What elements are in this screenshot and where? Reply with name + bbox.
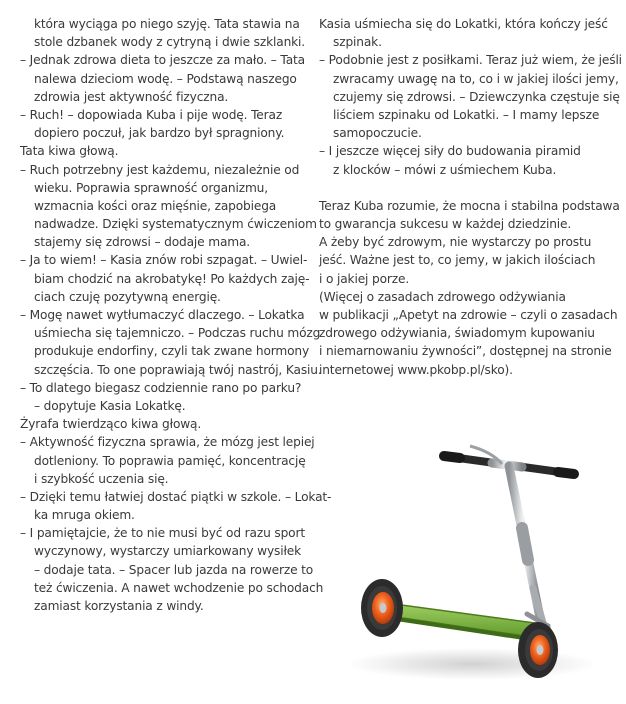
front-wheel — [518, 622, 558, 678]
text-line: produkuje endorfiny, czyli tak zwane hormony — [34, 344, 310, 359]
rear-wheel — [361, 579, 403, 637]
text-line: ka mruga okiem. — [34, 508, 135, 523]
text-line: Kasia uśmiecha się do Lokatki, która kończy jeść — [319, 17, 608, 31]
text-line: nalewa dzieciom wodę. – Podstawą naszego — [34, 71, 297, 86]
text-line: i o jakiej porze. — [319, 271, 410, 286]
text-line: – I pamiętajcie, że to nie musi być od razu sport — [20, 526, 305, 541]
text-line: to gwarancja sukcesu w każdej dziedzinie. — [319, 217, 572, 232]
right-text-column — [319, 15, 622, 379]
scooter-shadow — [352, 648, 597, 680]
text-line — [319, 179, 609, 197]
text-line: A żeby być zdrowym, nie wystarczy po prostu — [319, 235, 592, 250]
text-line: czujemy się zdrowsi. – Dziewczynka częstuje się — [333, 89, 620, 104]
text-line: stajemy się zdrowsi – dodaje mama. — [34, 235, 251, 250]
text-line: uśmiecha się tajemniczo. – Podczas ruchu mózg — [34, 326, 321, 341]
text-line: biam chodzić na akrobatykę! Po każdych zaję- — [34, 271, 310, 286]
kick-scooter-icon — [352, 428, 614, 686]
text-line: też ćwiczenia. A nawet wchodzenie po schodach — [34, 580, 324, 595]
text-line: Teraz Kuba rozumie, że mocna i stabilna podstawa — [319, 198, 620, 213]
text-line: Tata kiwa głową. — [20, 144, 119, 159]
text-line: z klocków – mówi z uśmiechem Kuba. — [333, 162, 557, 177]
text-line: szpinak. — [333, 35, 382, 50]
text-line: zwracamy uwagę na to, co i w jakiej ilości jemy, — [333, 71, 619, 86]
text-line: – Ja to wiem! – Kasia znów robi szpagat. – Uwiel- — [20, 253, 308, 268]
text-line: Żyrafa twierdząco kiwa głową. — [20, 417, 202, 432]
text-line: – Aktywność fizyczna sprawia, że mózg jest lepiej — [20, 435, 315, 450]
text-line: (Więcej o zasadach zdrowego odżywiania — [319, 289, 566, 304]
text-line: – Ruch! – dopowiada Kuba i pije wodę. Teraz — [20, 107, 283, 122]
text-line: zamiast korzystania z windy. — [34, 599, 204, 613]
text-line: która wyciąga po niego szyję. Tata stawia na — [34, 17, 300, 31]
text-line: dopiero poczuł, jak bardzo był spragniony. — [34, 126, 285, 141]
text-line: – To dlatego biegasz codziennie rano po parku? — [20, 380, 302, 395]
text-line: internetowej www.pkobp.pl/sko). — [319, 362, 513, 377]
text-line: w publikacji „Apetyt na zdrowie – czyli o zasadach — [319, 308, 618, 322]
text-line: – Podobnie jest z posiłkami. Teraz już wiem, że jeśli — [319, 53, 622, 68]
text-line: wyczynowy, wystarczy umiarkowany wysiłek — [34, 544, 302, 559]
text-line: – Ruch potrzebny jest każdemu, niezależnie od — [20, 162, 300, 177]
text-line: samopoczucie. — [333, 126, 422, 141]
text-line: wieku. Poprawia sprawność organizmu, — [34, 180, 268, 195]
text-line: i niemarnowaniu żywności”, dostępnej na stronie — [319, 344, 612, 359]
text-line: i szybkość uczenia się. — [34, 471, 169, 486]
text-line: – I jeszcze więcej siły do budowania piramid — [319, 144, 581, 159]
text-line: – dodaje tata. – Spacer lub jazda na rowerze to — [34, 562, 314, 577]
text-line: szczęścia. To one poprawiają twój nastrój, Kasiu. — [34, 362, 322, 377]
text-line: zdrowego odżywiania, świadomym kupowaniu — [319, 326, 595, 341]
text-line: zdrowia jest aktywność fizyczna. — [34, 89, 229, 104]
text-line: jeść. Ważne jest to, co jemy, w jakich ilościach — [319, 253, 596, 268]
text-line: stole dzbanek wody z cytryną i dwie szklanki. — [34, 35, 306, 50]
left-text-column — [20, 15, 332, 615]
text-line: – Dzięki temu łatwiej dostać piątki w szkole. – Lokat- — [20, 489, 332, 504]
text-line: ciach czuję pozytywną energię. — [34, 289, 221, 304]
text-line: wzmacnia kości oraz mięśnie, zapobiega — [34, 198, 277, 213]
text-line: – dopytuje Kasia Lokatkę. — [34, 398, 186, 413]
text-line: dotleniony. To poprawia pamięć, koncentrację — [34, 453, 306, 468]
text-line: liściem szpinaku od Lokatki. – I mamy lepsze — [333, 107, 600, 122]
text-line: nadwadze. Dzięki systematycznym ćwiczeniom — [34, 217, 317, 232]
text-line: – Jednak zdrowa dieta to jeszcze za mało. – Tata — [20, 53, 305, 68]
text-line: – Mogę nawet wytłumaczyć dlaczego. – Lokatka — [20, 308, 305, 322]
